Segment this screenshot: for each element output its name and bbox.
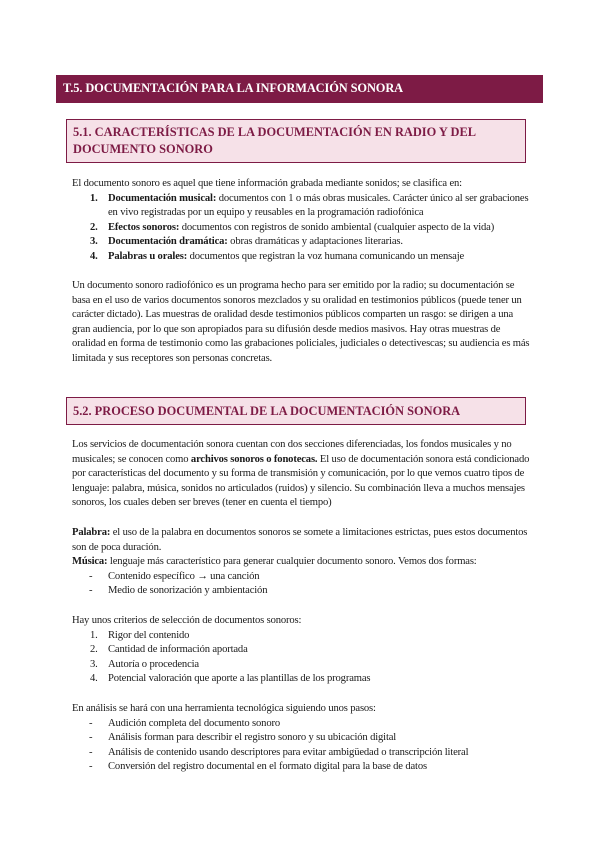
list-text: Potencial valoración que aporte a las plantillas de los programas — [108, 673, 371, 684]
list-item — [72, 672, 532, 687]
bold-term: archivos sonoros o fonotecas. — [190, 453, 318, 465]
list-number: 2. — [90, 221, 98, 233]
section-heading-line: DOCUMENTO SONORO — [73, 142, 213, 156]
criteria-intro: Hay unos criterios de selección de documentos sonoros: — [72, 615, 302, 626]
list-term: Documentación dramática: — [108, 236, 228, 247]
section-5-1-paragraph — [72, 279, 532, 366]
body-paragraph — [72, 438, 532, 511]
list-item — [72, 643, 532, 658]
bold-term: Palabra: — [72, 527, 111, 538]
list-term: Palabras u orales: — [108, 250, 188, 262]
musica-forms-list — [72, 570, 532, 599]
list-term: Documentación musical: — [108, 192, 217, 204]
body-paragraph: Un documento sonoro radiofónico es un programa hecho para ser emitido por la radio; su documentación se basa en el uso de varios documentos sonoros mezclados y su oralidad en testimonios públicos (puede tener un carácter dictado). Las muestras de oralidad desde testimonios públicos comparten un rasgo: se dirigen a una gran audiencia, por lo que son apropiados para su difusión desde medios masivos. Hay otras muestras de oralidad en forma de testimonio como las grabaciones policiales, judiciales o detectivescas; su audiencia es más limitada y sus receptores son personas concretas. — [72, 280, 530, 364]
list-text: obras dramáticas y adaptaciones literarias. — [227, 236, 403, 247]
musica-paragraph — [72, 555, 532, 570]
list-number: 1. — [90, 629, 98, 641]
text-run: El uso de documentación sonora está condicionado por características del documento y su forma de transmisión y comunicación, por lo que vemos cuatro tipos de lenguaje: palabra, música, sonidos no articulados (ruidos) y silencio. Su combinación lleva a muchos mensajes sonoros, los cuales deben ser breves (tener en cuenta el tiempo) — [72, 453, 530, 508]
list-number: 4. — [90, 673, 98, 684]
list-text: documentos con registros de sonido ambiental (cualquier aspecto de la vida) — [179, 221, 495, 233]
language-types — [72, 526, 532, 599]
list-text: Cantidad de información aportada — [108, 644, 248, 655]
list-item — [72, 658, 532, 673]
palabra-paragraph — [72, 526, 532, 555]
list-item: - Medio de sonorización y ambientación — [72, 584, 532, 599]
list-item — [72, 192, 532, 221]
list-term: Efectos sonoros: — [108, 221, 180, 233]
list-item: - Análisis de contenido usando descriptores para evitar ambigüedad o transcripción literal — [72, 746, 532, 761]
section-heading-line: 5.1. CARACTERÍSTICAS DE LA DOCUMENTACIÓN EN RADIO Y DEL — [73, 125, 476, 139]
list-text: Rigor del contenido — [108, 629, 190, 641]
list-number: 2. — [90, 644, 98, 655]
text-run: Los servicios de documentación sonora cuentan con dos secciones diferenciadas, los fondos musicales y no musicales; se conocen como — [72, 439, 512, 465]
list-item: - Contenido específico → una canción — [72, 570, 532, 585]
list-number: 3. — [90, 236, 98, 247]
list-text: documentos con 1 o más obras musicales. Carácter único al ser grabaciones en vivo registradas por un equipo y reusables en la programación radiofónica — [108, 192, 529, 218]
list-text: Autoría o procedencia — [108, 658, 199, 670]
section-5-1-body — [72, 177, 532, 264]
analysis-steps-list — [72, 717, 532, 775]
list-item: - Audición completa del documento sonoro — [72, 717, 532, 732]
list-item — [72, 221, 532, 236]
list-item — [72, 250, 532, 265]
section-heading-5-1 — [66, 119, 526, 163]
list-text: documentos que registran la voz humana comunicando un mensaje — [187, 250, 465, 262]
bold-term: Música: — [72, 556, 108, 567]
selection-criteria — [72, 614, 532, 687]
section-heading-5-2: 5.2. PROCESO DOCUMENTAL DE LA DOCUMENTACIÓN SONORA — [66, 397, 526, 425]
list-item: - Análisis forman para describir el registro sonoro y su ubicación digital — [72, 731, 532, 746]
analysis-intro: En análisis se hará con una herramienta tecnológica siguiendo unos pasos: — [72, 703, 376, 714]
list-number: 3. — [90, 658, 98, 670]
text-run: lenguaje más característico para generar cualquier documento sonoro. Vemos dos formas: — [107, 556, 477, 567]
list-item — [72, 235, 532, 250]
list-number: 4. — [90, 250, 98, 262]
list-item: - Conversión del registro documental en el formato digital para la base de datos — [72, 760, 532, 775]
text-run: el uso de la palabra en documentos sonoros se somete a limitaciones estrictas, pues estos documentos son de poca duración. — [72, 527, 528, 553]
list-item — [72, 629, 532, 644]
criteria-list — [72, 629, 532, 687]
list-number: 1. — [90, 192, 98, 204]
classification-list — [72, 192, 532, 265]
chapter-title: T.5. DOCUMENTACIÓN PARA LA INFORMACIÓN SONORA — [56, 75, 543, 103]
analysis-steps — [72, 702, 532, 775]
intro-paragraph: El documento sonoro es aquel que tiene información grabada mediante sonidos; se clasifica en: — [72, 178, 462, 189]
section-5-2-intro — [72, 438, 532, 511]
